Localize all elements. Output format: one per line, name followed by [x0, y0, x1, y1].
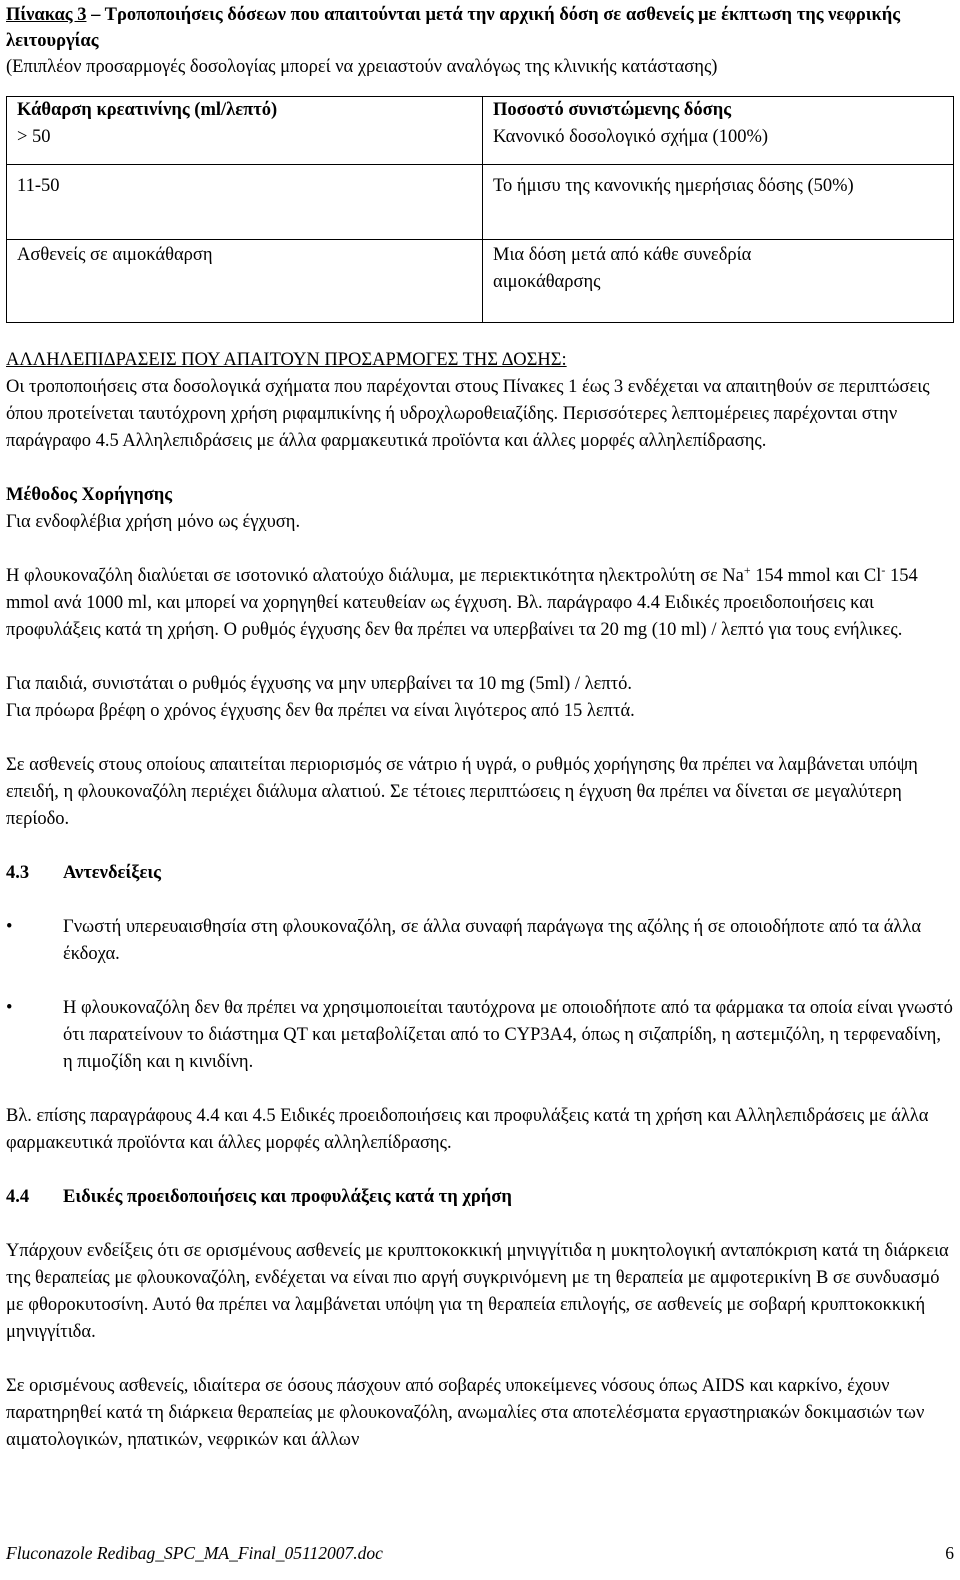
section-heading-4-3	[6, 860, 954, 887]
see-also-text: Βλ. επίσης παραγράφους 4.4 και 4.5 Ειδικές προειδοποιήσεις και προφυλάξεις κατά τη χρήση και Αλληλεπιδράσεις με άλλα φαρμακευτικά προϊόντα και άλλες μορφές αλληλεπίδρασης.	[6, 1106, 929, 1153]
page-number: 6	[945, 1543, 954, 1563]
document-page	[6, 2, 954, 1454]
section-number: 4.4	[6, 1187, 30, 1207]
table-row	[7, 240, 954, 323]
section-number: 4.3	[6, 863, 30, 883]
table-caption-title: Τροποποιήσεις δόσεων που απαιτούνται μετά την αρχική δόση σε ασθενείς με έκπτωση της νεφρικής λειτουργίας	[6, 5, 901, 51]
sodium-restriction-paragraph: Σε ασθενείς στους οποίους απαιτείται περιορισμός σε νάτριο ή υγρά, ο ρυθμός χορήγησης θα πρέπει να λαμβάνεται υπόψη επειδή, η φλουκοναζόλη περιέχει διάλυμα αλατιού. Σε τέτοιες περιπτώσεις η έγχυση θα πρέπει να δίνεται σε μεγαλύτερη περίοδο.	[6, 755, 918, 829]
table-cell: Μια δόση μετά από κάθε συνεδρία αιμοκάθαρσης	[483, 240, 954, 323]
table-row	[7, 165, 954, 240]
table-cell: > 50	[7, 124, 483, 165]
footer-filename: Fluconazole Redibag_SPC_MA_Final_05112007.doc	[6, 1543, 383, 1563]
table-header-row	[7, 97, 954, 125]
interactions-text: Οι τροποποιήσεις στα δοσολογικά σχήματα που παρέχονται στους Πίνακες 1 έως 3 ενδέχεται να απαιτηθούν σε περιπτώσεις όπου προτείνεται ταυτόχρονη χρήση ριφαμπικίνης ή υδροχλωροθειαζίδης. Περισσότερες λεπτομέρειες παρέχονται στην παράγραφο 4.5 Αλληλεπιδράσεις με άλλα φαρμακευτικά προϊόντα και άλλες μορφές αλληλεπίδρασης.	[6, 377, 930, 451]
table-caption-note: (Επιπλέον προσαρμογές δοσολογίας μπορεί να χρειαστούν αναλόγως της κλινικής κατάστασης)	[6, 57, 718, 77]
administration-text: Για ενδοφλέβια χρήση μόνο ως έγχυση.	[6, 512, 301, 532]
table-cell: Το ήμισυ της κανονικής ημερήσιας δόσης (50%)	[483, 165, 954, 240]
table-caption: Πίνακας 3 – Τροποποιήσεις δόσεων που απαιτούνται μετά την αρχική δόση σε ασθενείς με έκπτωση της νεφρικής λειτουργίας	[6, 5, 901, 51]
warnings-paragraph: Υπάρχουν ενδείξεις ότι σε ορισμένους ασθενείς με κρυπτοκοκκική μηνιγγίτιδα η μυκητολογική ανταπόκριση κατά τη διάρκεια της θεραπείας με φλουκοναζόλη, ενδέχεται να είναι πιο αργή συγκρινόμενη με τη θεραπεία με αμφοτερικίνη Β σε συνδυασμό με φθοροκυτοσίνη. Αυτό θα πρέπει να λαμβάνεται υπόψη για τη θεραπεία επιλογής, σε ασθενείς με σοβαρή κρυπτοκοκκική μηνιγγίτιδα.	[6, 1241, 949, 1342]
table-header-cell: Κάθαρση κρεατινίνης (ml/λεπτό)	[7, 97, 483, 125]
administration-heading: Μέθοδος Χορήγησης	[6, 485, 173, 505]
list-item: • Γνωστή υπερευαισθησία στη φλουκοναζόλη, σε άλλα συναφή παράγωγα της αζόλης ή σε οποιοδήποτε από τα άλλα έκδοχα.	[6, 914, 954, 968]
table-header-cell: Ποσοστό συνιστώμενης δόσης	[483, 97, 954, 125]
section-heading-4-4	[6, 1184, 954, 1211]
bullet-icon: •	[6, 998, 13, 1018]
table-caption-label: Πίνακας 3	[6, 5, 87, 25]
dose-adjustment-table	[6, 96, 954, 323]
table-row	[7, 124, 954, 165]
preterm-infusion-text: Για πρόωρα βρέφη ο χρόνος έγχυσης δεν θα πρέπει να είναι λιγότερος από 15 λεπτά.	[6, 701, 635, 721]
section-title: Αντενδείξεις	[63, 863, 161, 883]
section-title: Ειδικές προειδοποιήσεις και προφυλάξεις κατά τη χρήση	[63, 1187, 512, 1207]
table-cell: Κανονικό δοσολογικό σχήμα (100%)	[483, 124, 954, 165]
children-infusion-text: Για παιδιά, συνιστάται ο ρυθμός έγχυσης να μην υπερβαίνει τα 10 mg (5ml) / λεπτό.	[6, 674, 633, 694]
page-footer	[6, 1543, 954, 1564]
table-cell: Ασθενείς σε αιμοκάθαρση	[7, 240, 483, 323]
table-cell: 11-50	[7, 165, 483, 240]
list-item: • Η φλουκοναζόλη δεν θα πρέπει να χρησιμοποιείται ταυτόχρονα με οποιοδήποτε από τα φάρμακα τα οποία είναι γνωστό ότι παρατείνουν το διάστημα QT και μεταβολίζεται από το CYP3A4, όπως η σιζαπρίδη, η αστεμιζόλη, η τερφεναδίνη, η πιμοζίδη και η κινιδίνη.	[6, 995, 954, 1076]
interactions-heading: ΑΛΛΗΛΕΠΙΔΡΑΣΕΙΣ ΠΟΥ ΑΠΑΙΤΟΥΝ ΠΡΟΣΑΡΜΟΓΕΣ ΤΗΣ ΔΟΣΗΣ:	[6, 350, 567, 370]
administration-paragraph: Η φλουκοναζόλη διαλύεται σε ισοτονικό αλατούχο διάλυμα, με περιεκτικότητα ηλεκτρολύτη σε Na+ 154 mmol και Cl- 154 mmol ανά 1000 ml, και μπορεί να χορηγηθεί κατευθείαν ως έγχυση. Βλ. παράγραφο 4.4 Ειδικές προειδοποιήσεις και προφυλάξεις κατά τη χρήση. Ο ρυθμός έγχυσης δεν θα πρέπει να υπερβαίνει τα 20 mg (10 ml) / λεπτό για τους ενήλικες.	[6, 562, 918, 640]
warnings-paragraph: Σε ορισμένους ασθενείς, ιδιαίτερα σε όσους πάσχουν από σοβαρές υποκείμενες νόσους όπως AIDS και καρκίνο, έχουν παρατηρηθεί κατά τη διάρκεια θεραπείας με φλουκοναζόλη, ανωμαλίες στα αποτελέσματα εργαστηριακών δοκιμασιών των αιματολογικών, ηπατικών, νεφρικών και άλλων	[6, 1376, 925, 1450]
bullet-icon: •	[6, 917, 13, 937]
